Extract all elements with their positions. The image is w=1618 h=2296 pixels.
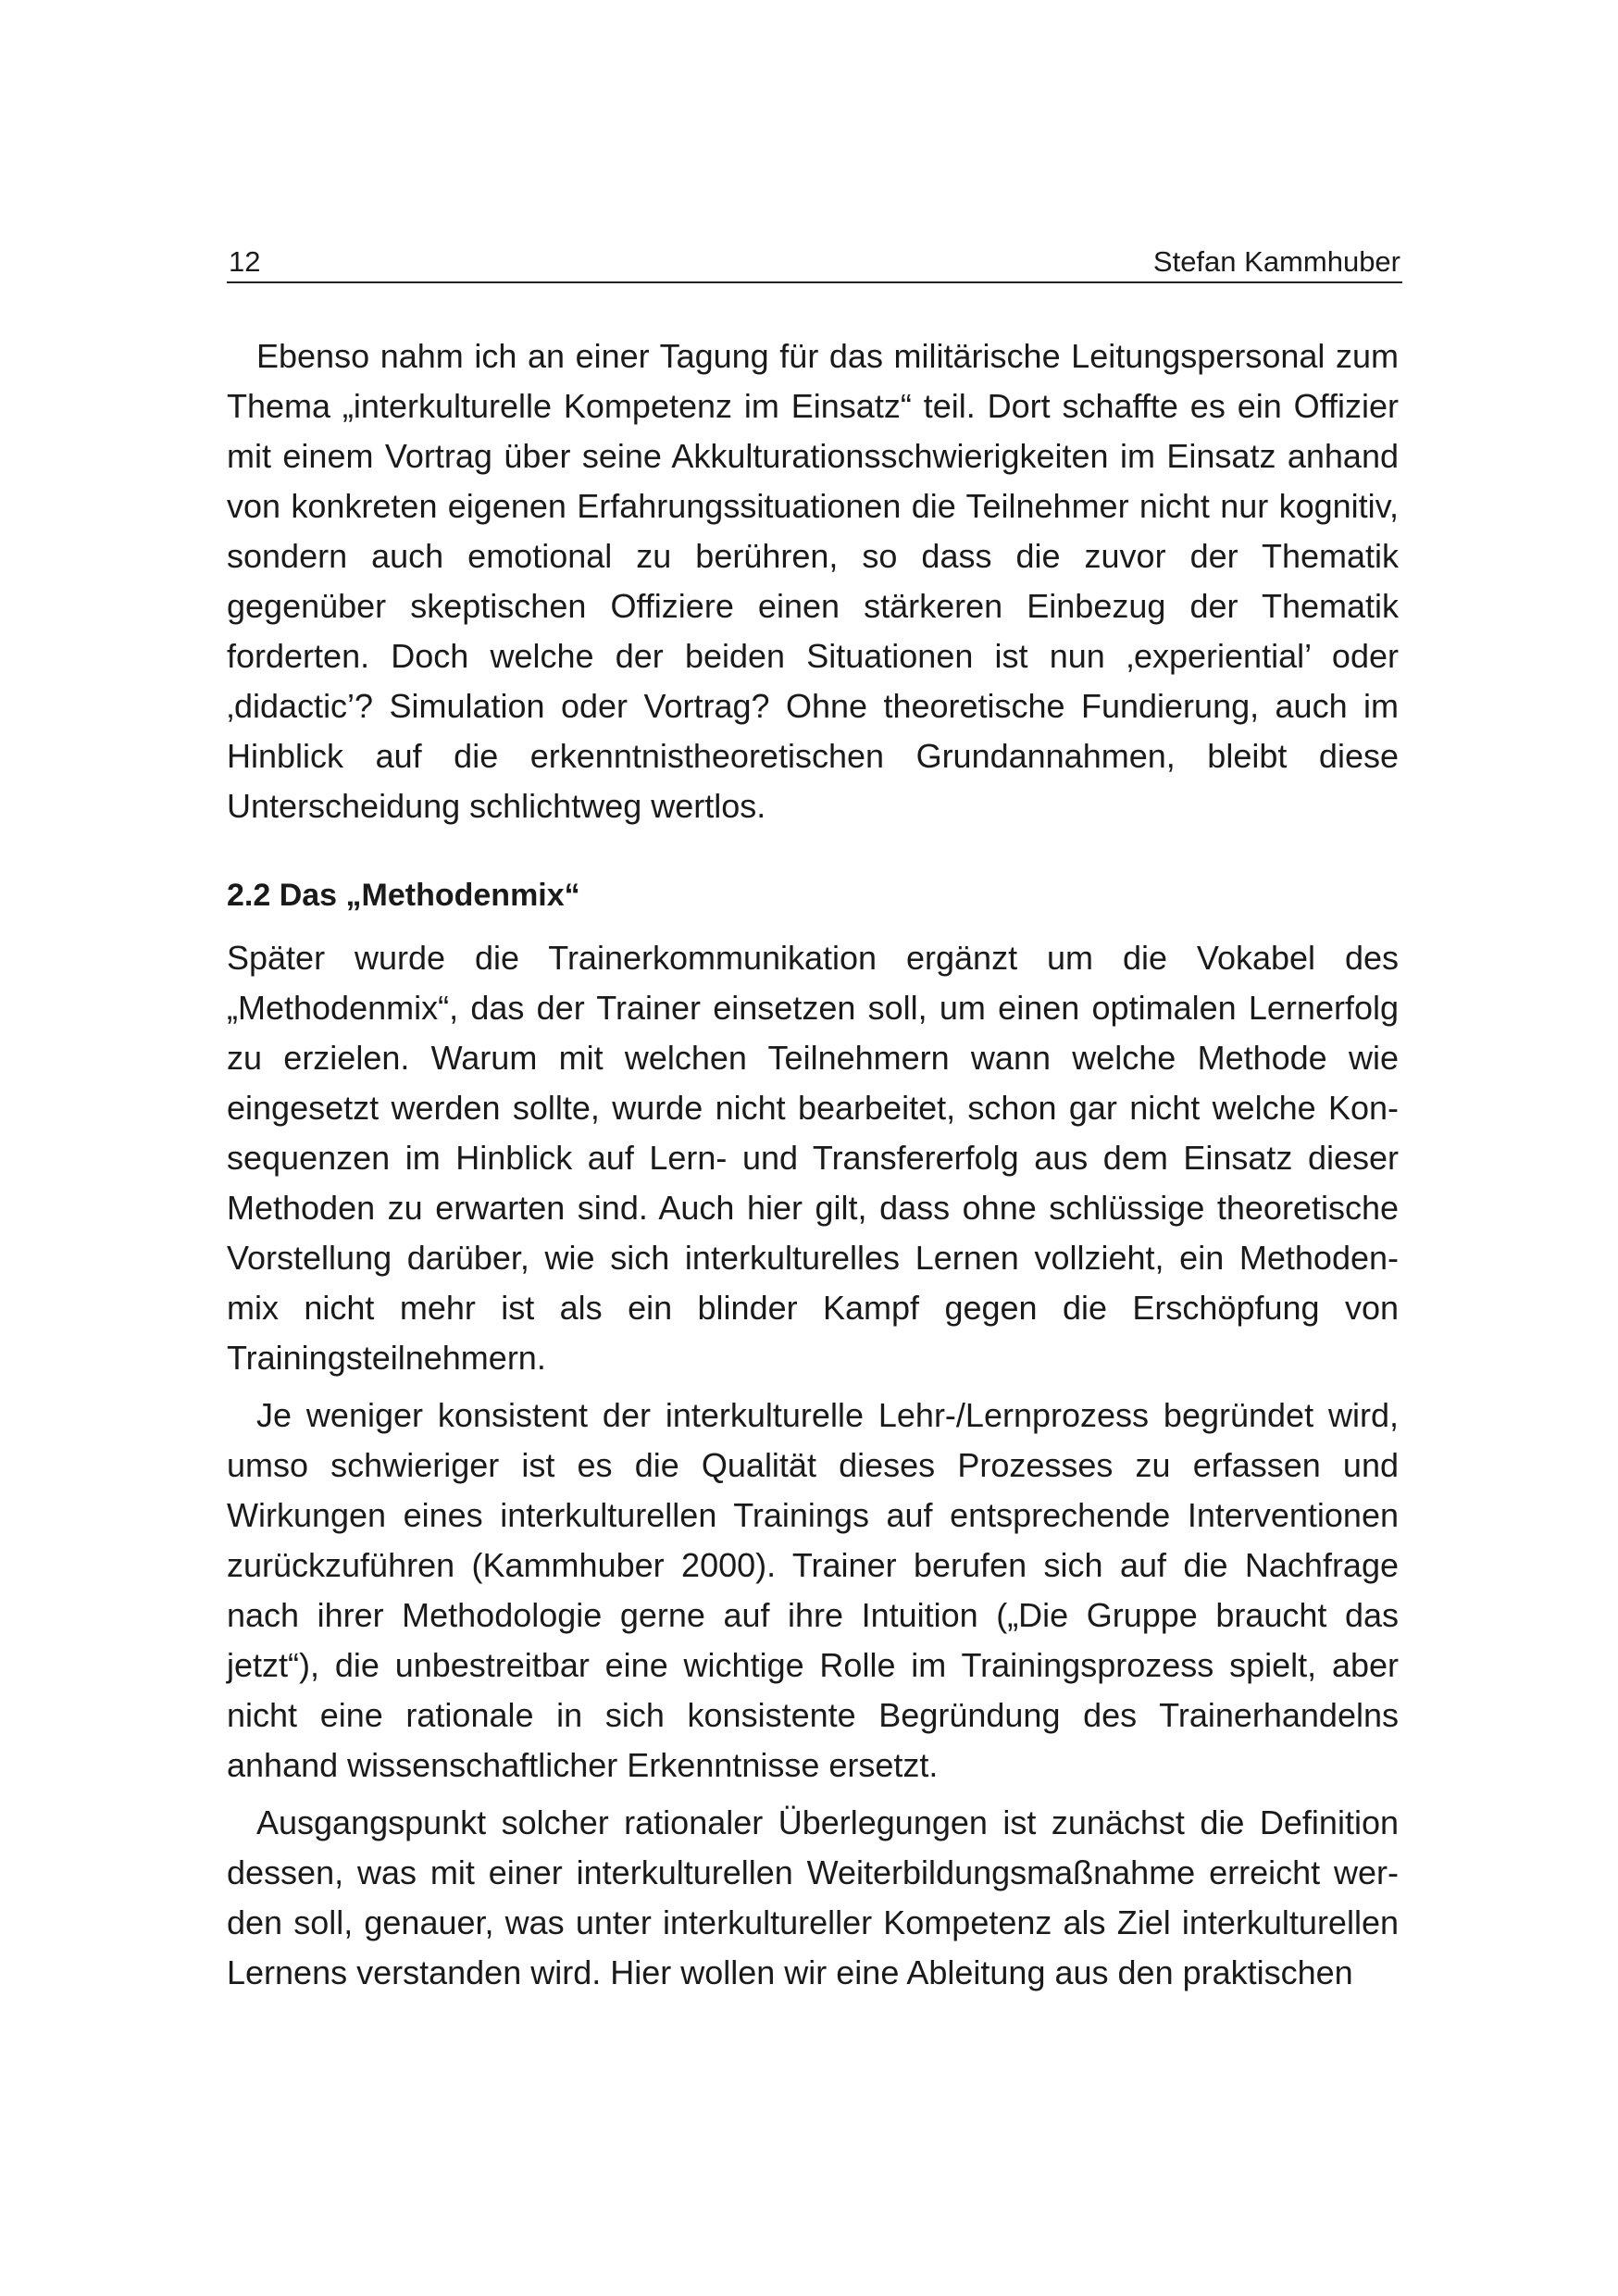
body-text [227, 331, 1399, 2005]
paragraph-3: Je weniger konsistent der interkulturelle Lehr-/Lernprozess begründet wird, umso schwieriger ist es die Qualität dieses Prozesses zu erfassen und Wirkungen eines interkulturellen Trainings auf entsprechende Interventionen zurückzuführen (Kammhuber 2000). Trainer berufen sich auf die Nachfrage nach ihrer Methodologie gerne auf ihre Intuition („Die Gruppe braucht das jetzt“), die unbestreitbar eine wichtige Rolle im Trainingsprozess spielt, aber nicht eine rationale in sich konsistente Begründung des Trainerhandelns anhand wissenschaftlicher Erkenntnisse ersetzt. [227, 1396, 1399, 1784]
paragraph-1: Ebenso nahm ich an einer Tagung für das militärische Leitungspersonal zum Thema „interkulturelle Kompetenz im Einsatz“ teil. Dort schaffte es ein Offizier mit einem Vortrag über seine Akkulturationsschwierigkeiten im Einsatz anhand von konkreten eigenen Erfahrungssituationen die Teilnehmer nicht nur kognitiv, sondern auch emotional zu berühren, so dass die zuvor der Thematik gegenüber skeptischen Offiziere einen stärkeren Einbezug der Thematik forderten. Doch welche der beiden Situationen ist nun ‚experiential’ oder ‚didactic’? Simulation oder Vortrag? Ohne theoretische Fundierung, auch im Hinblick auf die erkenntnistheoretischen Grundannahmen, bleibt diese Unterscheidung schlichtweg wertlos. [227, 337, 1399, 825]
page-number: 12 [229, 245, 261, 278]
paragraph-2: Später wurde die Trainerkommunikation ergänzt um die Vokabel des „Methodenmix“, das der Trainer einsetzen soll, um einen optimalen Lernerfolg zu erzielen. Warum mit welchen Teilnehmern wann welche Methode wie eingesetzt werden sollte, wurde nicht bearbeitet, schon gar nicht welche Kon-sequenzen im Hinblick auf Lern- und Transfererfolg aus dem Einsatz dieser Methoden zu erwarten sind. Auch hier gilt, dass ohne schlüssige theoretische Vorstellung darüber, wie sich interkulturelles Lernen vollzieht, ein Methoden-mix nicht mehr ist als ein blinder Kampf gegen die Erschöpfung von Trainingsteilnehmern. [227, 939, 1399, 1377]
paragraph-4: Ausgangspunkt solcher rationaler Überlegungen ist zunächst die Definition dessen, was mit einer interkulturellen Weiterbildungsmaßnahme erreicht wer-den soll, genauer, was unter interkultureller Kompetenz als Ziel interkulturellen Lernens verstanden wird. Hier wollen wir eine Ableitung aus den praktischen [227, 1803, 1399, 1991]
section-heading: 2.2 Das „Methodenmix“ [227, 878, 580, 913]
running-header [227, 243, 1402, 283]
running-header-author: Stefan Kammhuber [1152, 245, 1400, 278]
